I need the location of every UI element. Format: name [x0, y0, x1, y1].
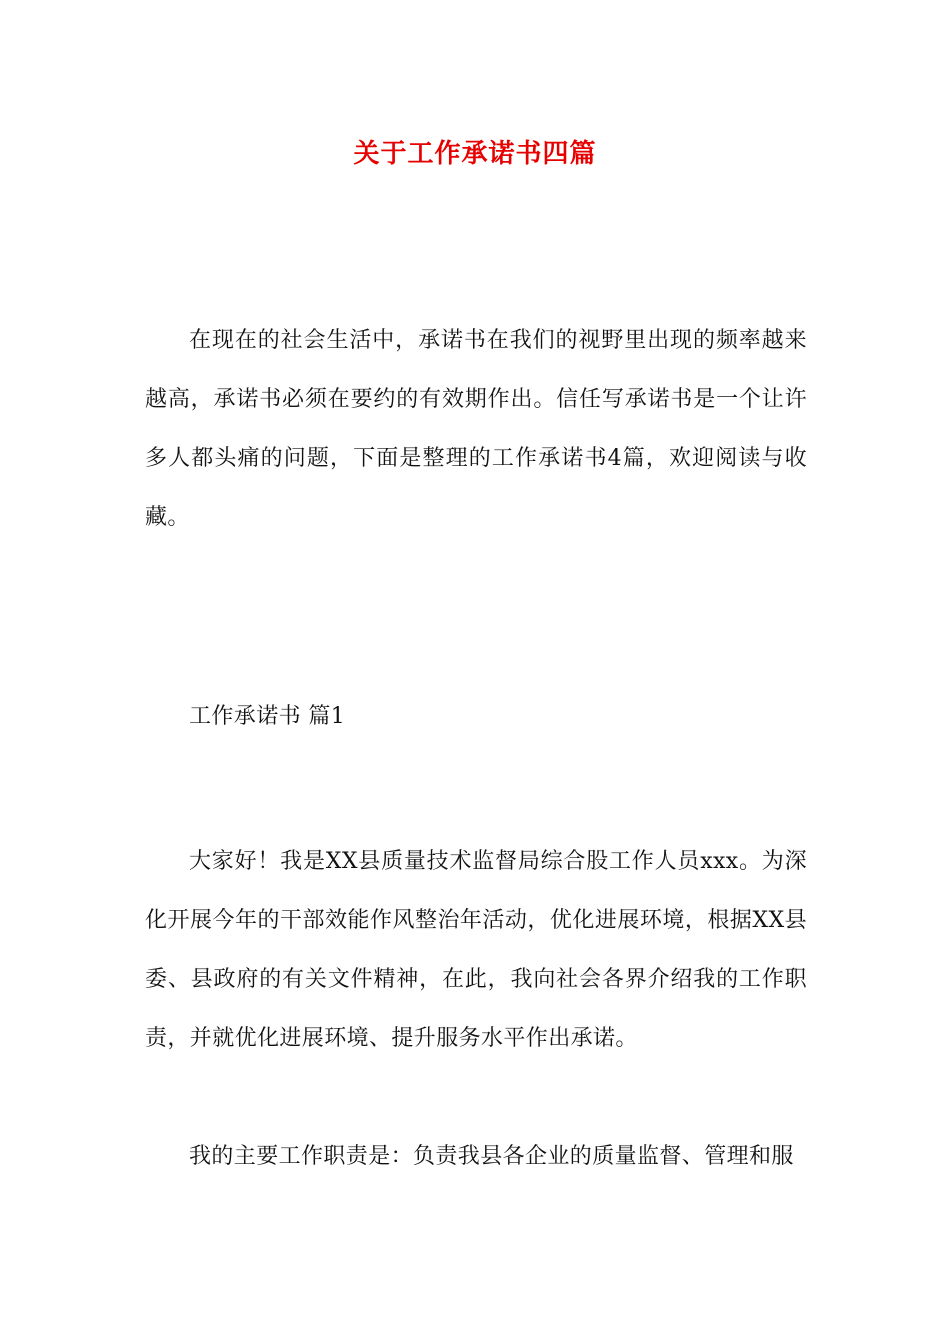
document-title: 关于工作承诺书四篇 [353, 139, 597, 169]
body-paragraph-1: 大家好！我是XX县质量技术监督局综合股工作人员xxx。为深化开展今年的干部效能作风整治年活动，优化进展环境，根据XX县委、县政府的有关文件精神，在此，我向社会各界介绍我的工作职责，并就优化进展环境、提升服务水平作出承诺。 [145, 849, 807, 1051]
intro-paragraph: 在现在的社会生活中，承诺书在我们的视野里出现的频率越来越高，承诺书必须在要约的有效期作出。信任写承诺书是一个让许多人都头痛的问题，下面是整理的工作承诺书4篇，欢迎阅读与收藏。 [145, 328, 807, 530]
body-paragraph-2: 我的主要工作职责是：负责我县各企业的质量监督、管理和服 [189, 1144, 794, 1169]
section-heading: 工作承诺书 篇1 [189, 704, 346, 729]
